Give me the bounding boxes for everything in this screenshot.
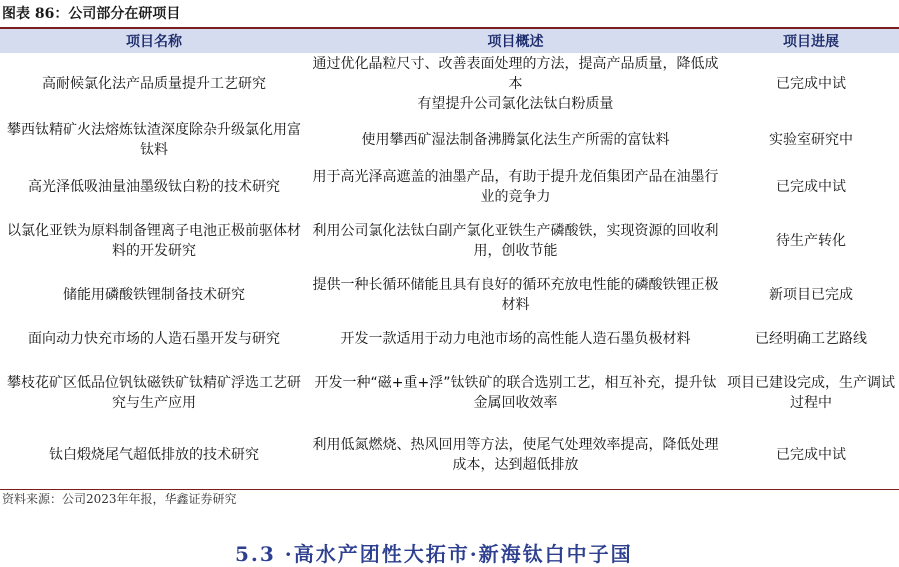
next-section-heading: 5.3 ·高水产团性大拓市·新海钛白中子国	[235, 542, 633, 566]
table-row	[0, 425, 899, 485]
table-row	[0, 273, 899, 317]
cell-project-overview: 提供一种长循环储能且具有良好的循环充放电性能的磷酸铁锂正极材料	[312, 277, 719, 313]
projects-table	[0, 29, 899, 485]
header-project-overview: 项目概述	[308, 29, 723, 53]
cell-project-name: 以氯化亚铁为原料制备锂离子电池正极前驱体材料的开发研究	[7, 223, 301, 259]
cell-project-name: 钛白煅烧尾气超低排放的技术研究	[49, 447, 259, 463]
cell-project-overview: 用于高光泽高遮盖的油墨产品，有助于提升龙佰集团产品在油墨行业的竞争力	[312, 169, 719, 205]
cell-project-progress: 已完成中试	[776, 76, 846, 92]
source-note: 资料来源：公司2023年年报，华鑫证券研究	[2, 492, 237, 506]
cell-project-progress: 项目已建设完成，生产调试过程中	[727, 375, 895, 411]
table-row	[0, 209, 899, 273]
table-header-row	[0, 29, 899, 53]
cell-project-name: 储能用磷酸铁锂制备技术研究	[63, 287, 245, 303]
cell-project-name: 攀枝花矿区低品位钒钛磁铁矿钛精矿浮选工艺研究与生产应用	[7, 375, 301, 411]
cell-project-name: 面向动力快充市场的人造石墨开发与研究	[28, 331, 280, 347]
header-project-progress: 项目进展	[723, 29, 899, 53]
cell-project-overview: 开发一款适用于动力电池市场的高性能人造石墨负极材料	[340, 331, 691, 347]
cell-project-progress: 新项目已完成	[769, 287, 853, 303]
table-row	[0, 165, 899, 209]
table-row	[0, 115, 899, 165]
cell-project-overview: 使用攀西矿湿法制备沸腾氯化法生产所需的富钛料	[361, 132, 670, 148]
table-row	[0, 53, 899, 115]
overview-text: 通过优化晶粒尺寸、改善表面处理的方法，提高产品质量，降低成本 有望提升公司氯化法钛白粉质量	[312, 56, 719, 112]
cell-project-overview	[308, 53, 723, 115]
cell-project-overview: 利用公司氯化法钛白副产氯化亚铁生产磷酸铁，实现资源的回收利用，创收节能	[312, 223, 719, 259]
cell-project-name: 攀西钛精矿火法熔炼钛渣深度除杂升级氯化用富钛料	[7, 122, 301, 158]
cell-project-name: 高光泽低吸油量油墨级钛白粉的技术研究	[28, 179, 280, 195]
cell-project-overview: 开发一种“磁+重+浮”钛铁矿的联合选别工艺，相互补充，提升钛金属回收效率	[314, 375, 717, 411]
figure-title: 图表 86：公司部分在研项目	[2, 6, 181, 22]
table-row	[0, 317, 899, 361]
cell-project-overview: 利用低氮燃烧、热风回用等方法，使尾气处理效率提高，降低处理成本，达到超低排放	[312, 437, 719, 473]
cell-project-progress: 已完成中试	[776, 179, 846, 195]
header-project-name: 项目名称	[0, 29, 308, 53]
cell-project-progress: 已经明确工艺路线	[755, 331, 867, 347]
cell-project-progress: 待生产转化	[776, 233, 846, 249]
cell-project-progress: 已完成中试	[776, 447, 846, 463]
cell-project-progress: 实验室研究中	[769, 132, 853, 148]
bottom-rule	[0, 489, 899, 490]
cell-project-name: 高耐候氯化法产品质量提升工艺研究	[42, 76, 266, 92]
table-row	[0, 361, 899, 425]
